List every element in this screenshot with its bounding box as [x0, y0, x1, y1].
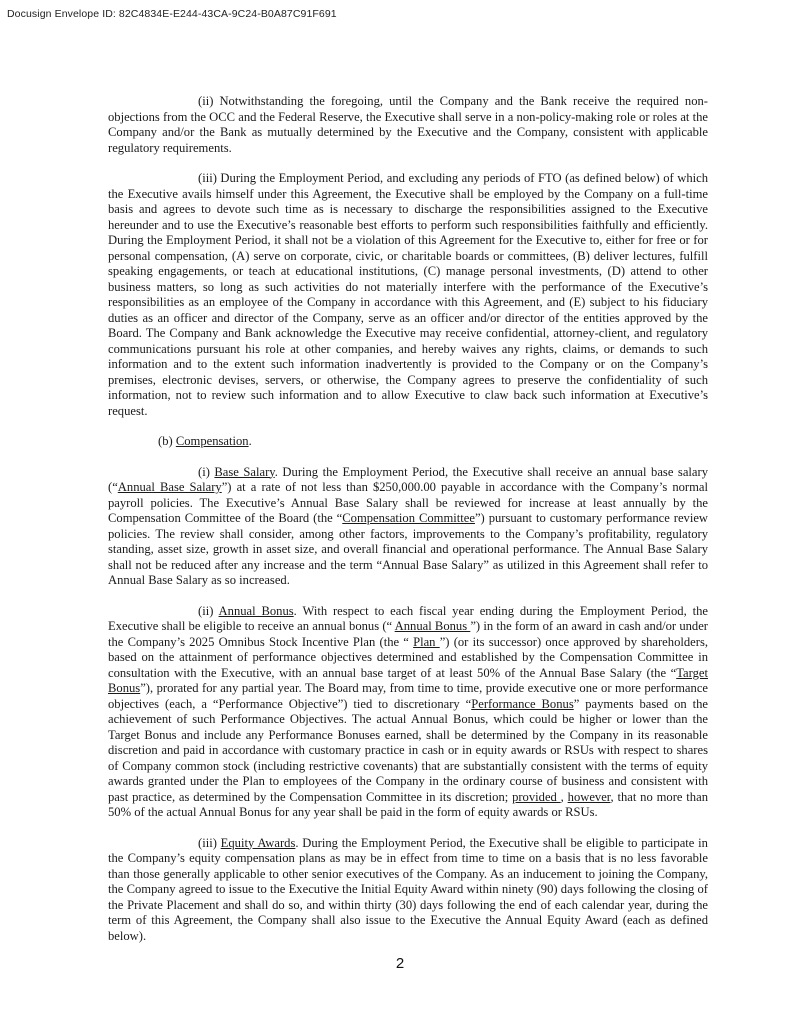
- annual-bonus-number: (ii): [198, 603, 219, 618]
- page-number: 2: [395, 955, 405, 972]
- base-salary-number: (i): [198, 464, 215, 479]
- paragraph-equity-awards: [108, 836, 708, 945]
- compensation-committee-term: Compensation Committee: [342, 511, 475, 525]
- section-b-period: .: [248, 434, 252, 448]
- annual-bonus-text-4: ”), prorated for any partial year. The Board may, from time to time, provide executive one or more performance objectives (each, a “Performance Objective”) tied to discretionary “: [108, 681, 708, 711]
- equity-awards-text: . During the Employment Period, the Executive shall be eligible to participate in the Company’s equity compensation plans as may be in effect from time to time on a basis that is no less favorable than those generally applicable to other senior executives of the Company. As an inducement to joining the Company, the Company agreed to issue to the Executive the Initial Equity Award within ninety (90) days following the closing of the Private Placement and shall do so, and within thirty (30) days following the end of each calendar year, during the term of this Agreement, the Company shall also issue to the Executive the Annual Equity Award (each as defined below).: [108, 835, 708, 943]
- annual-bonus-text-3: ”) (or its successor) once approved by shareholders, based on the attainment of performance objectives determined and established by the Compensation Committee in consultation with the Executive, with an annual base target of at least 50% of the Annual Base Salary (the “: [108, 634, 708, 680]
- annual-bonus-title: Annual Bonus: [218, 603, 294, 618]
- annual-bonus-text-7: , that no more than 50% of the actual Annual Bonus for any year shall be paid in the form of equity awards or RSUs.: [108, 789, 708, 819]
- base-salary-title: Base Salary: [214, 464, 275, 479]
- equity-awards-title: Equity Awards: [220, 835, 296, 850]
- plan-term: Plan: [413, 634, 440, 649]
- annual-base-salary-term: Annual Base Salary: [117, 480, 222, 494]
- docusign-envelope-id: Docusign Envelope ID: 82C4834E-E244-43CA-9C24-B0A87C91F691: [7, 8, 337, 20]
- section-b-title: Compensation: [175, 434, 249, 448]
- annual-bonus-text-2: ”) in the form of an award in cash and/or under the Company’s 2025 Omnibus Stock Incentive Plan (the “: [108, 619, 709, 649]
- paragraph-base-salary: [108, 465, 708, 589]
- section-b-number: (b): [158, 434, 176, 448]
- however-term: however: [567, 789, 611, 804]
- provided-term: provided: [512, 789, 561, 804]
- base-salary-text-2: ”) at a rate of not less than $250,000.00 payable in accordance with the Company’s normal payroll policies. The Executive’s Annual Base Salary shall be reviewed for increase at least annually by the Compensation Committee of the Board (the “: [108, 480, 708, 525]
- performance-bonus-term: Performance Bonus: [471, 696, 574, 711]
- paragraph-iii-employment-period: (iii) During the Employment Period, and excluding any periods of FTO (as defined below) of which the Executive avails himself under this Agreement, the Executive shall be employed by the Company on a full-time basis and agrees to devote such time as is necessary to discharge the responsibilities assigned to the Executive hereunder and to use the Executive’s reasonable best efforts to perform such responsibilities faithfully and efficiently. During the Employment Period, it shall not be a violation of this Agreement for the Executive to, either for free or for personal compensation, (A) serve on corporate, civic, or charitable boards or committees, (B) deliver lectures, fulfill speaking engagements, or teach at educational institutions, (C) manage personal investments, (D) attend to other business matters, so long as such activities do not materially interfere with the performance of the Executive’s responsibilities as an employee of the Company in accordance with this Agreement, and (E) subject to his fiduciary duties as an officer and director of the Company, serve as an officer and/or director of the entities approved by the Board. The Company and Bank acknowledge the Executive may receive confidential, attorney-client, and regulatory communications pursuant his role at other companies, and hereby waives any rights, claims, or demands to such information and to the extent such information inadvertently is provided to the Company or on the Company’s premises, electronic devises, servers, or otherwise, the Company agrees to preserve the confidentiality of such information, not to review such information and to allow Executive to claw back such information at Executive’s request.: [108, 171, 708, 418]
- paragraph-ii-non-objections: (ii) Notwithstanding the foregoing, until the Company and the Bank receive the required non-objections from the OCC and the Federal Reserve, the Executive shall serve in a non-policy-making role or roles at the Company and/or the Bank as mutually determined by the Executive and the Company, consistent with applicable regulatory requirements.: [108, 94, 708, 155]
- annual-bonus-text-6: ,: [560, 789, 568, 804]
- equity-awards-number: (iii): [198, 835, 221, 850]
- document-body: [108, 94, 708, 959]
- section-b-heading: [108, 434, 708, 450]
- annual-bonus-text-5: ” payments based on the achievement of such Performance Objectives. The actual Annual Bonus, which could be higher or lower than the Target Bonus and include any Performance Bonuses earned, shall be determined by the Company in its reasonable discretion and paid in accordance with customary practice in cash or in equity awards or RSUs with respect to shares of Company common stock (including restrictive covenants) that are substantially consistent with the terms of equity awards granted under the Plan to employees of the Company in the ordinary course of business and consistent with past practice, as determined by the Compensation Committee in its discretion;: [108, 696, 708, 804]
- target-bonus-term: Target Bonus: [108, 665, 708, 695]
- base-salary-text-3: ”) pursuant to customary performance review policies. The review shall consider, among other factors, improvements to the Company’s profitability, regulatory standing, asset size, growth in asset size, and overall financial and operational performance. The Annual Base Salary shall not be reduced after any increase and the term “Annual Base Salary” as utilized in this Agreement shall refer to Annual Base Salary as so increased.: [108, 511, 709, 587]
- paragraph-annual-bonus: [108, 604, 708, 821]
- annual-bonus-term: Annual Bonus: [394, 619, 471, 633]
- annual-bonus-text-1: . With respect to each fiscal year ending during the Employment Period, the Executive shall be eligible to receive an annual bonus (“: [108, 603, 708, 633]
- base-salary-text-1: . During the Employment Period, the Executive shall receive an annual base salary (“: [108, 464, 708, 494]
